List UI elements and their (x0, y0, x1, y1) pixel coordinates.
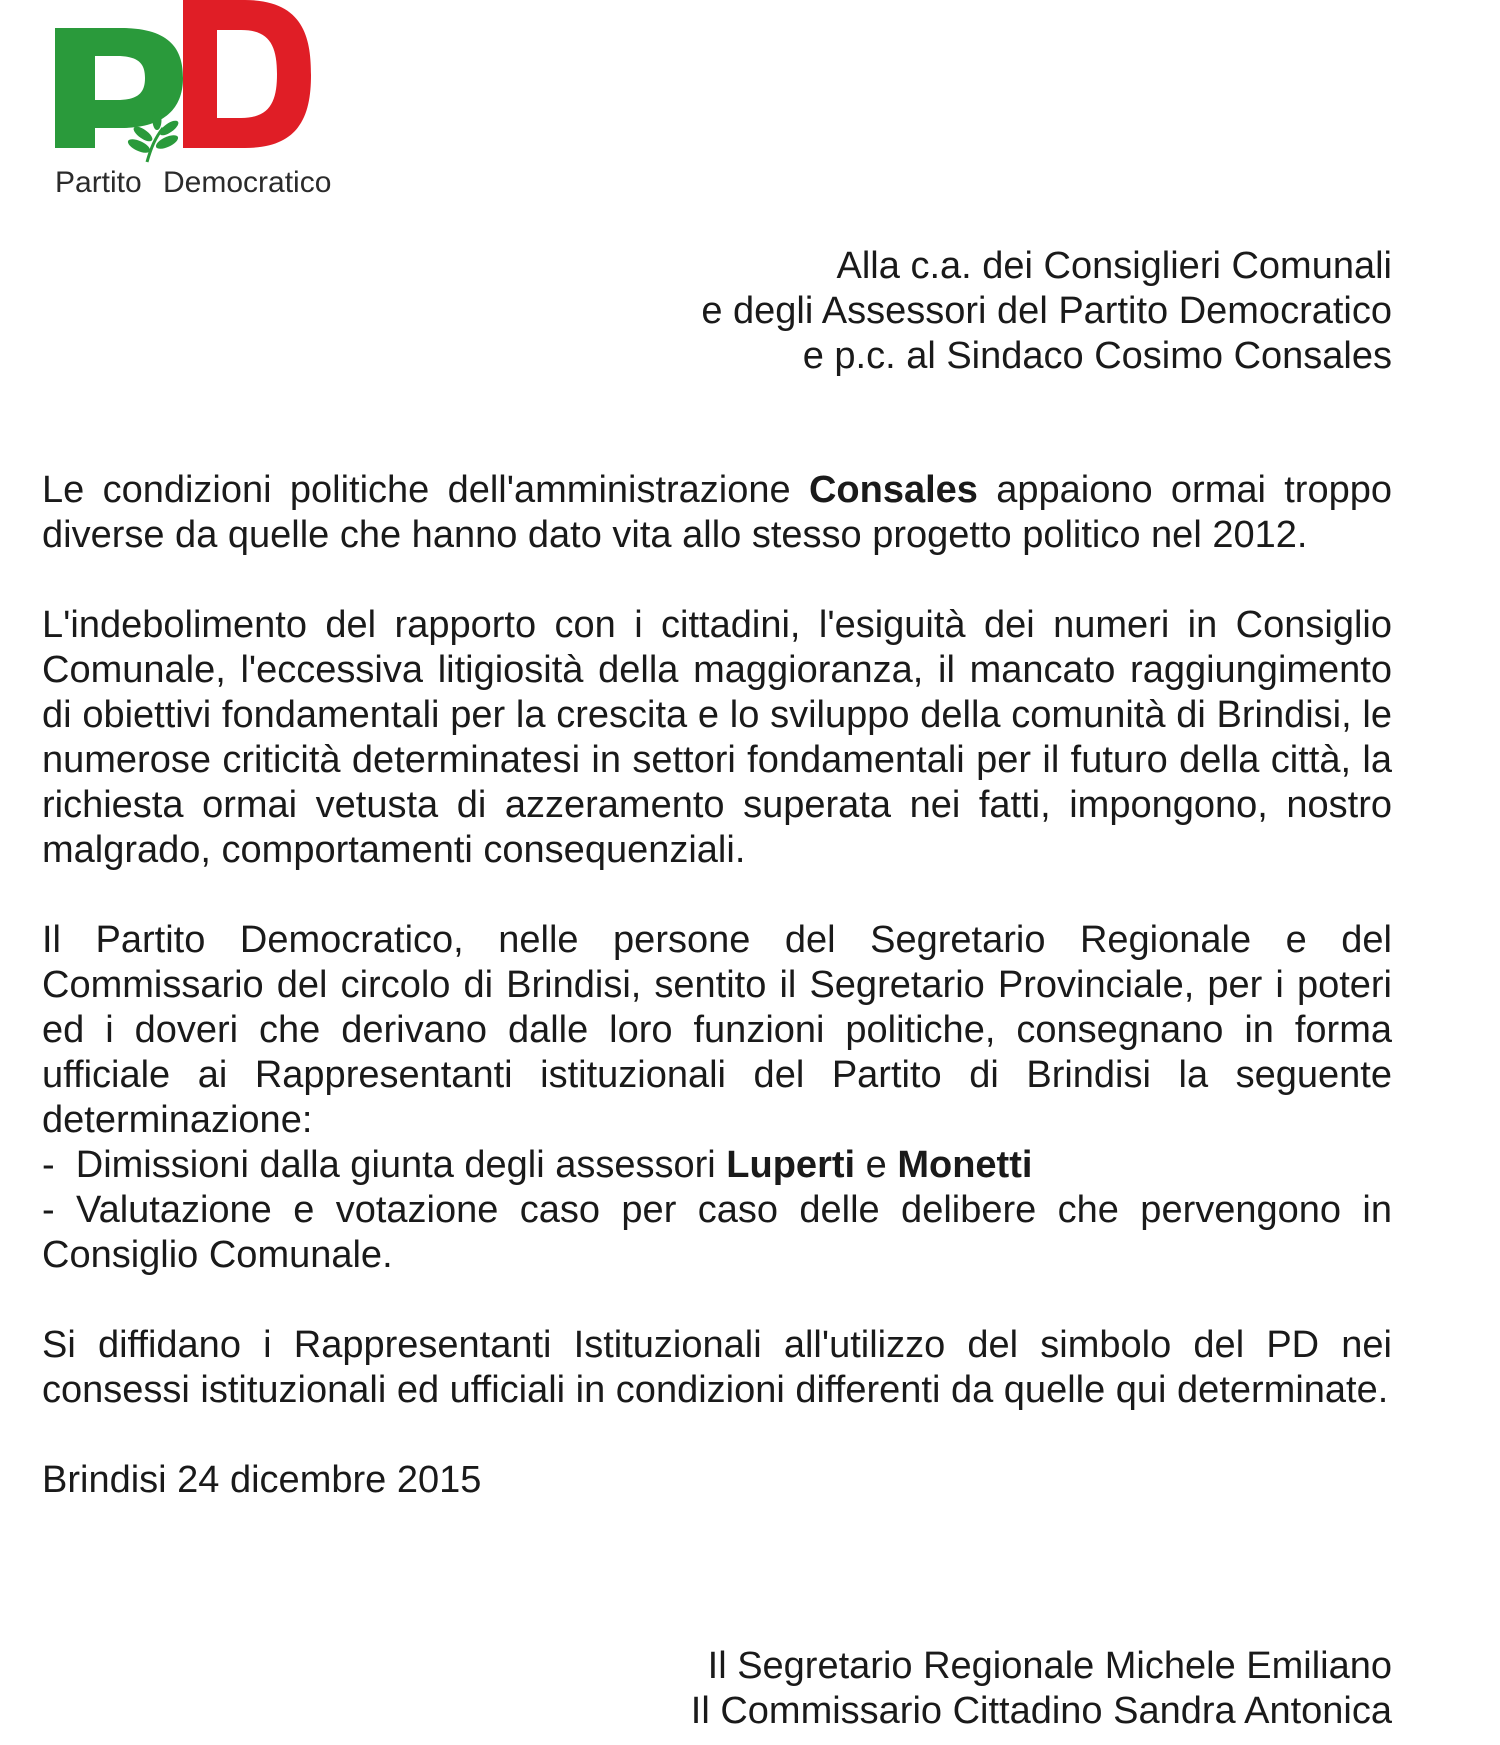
bold-name-luperti: Luperti (726, 1144, 856, 1186)
paragraph-determination (42, 918, 1392, 1278)
determination-bullet-1 (42, 1143, 1392, 1188)
addressee-line: e p.c. al Sindaco Cosimo Consales (802, 335, 1392, 377)
paragraph-conditions (42, 468, 1392, 558)
letter-date: Brindisi 24 dicembre 2015 (42, 1459, 482, 1501)
paragraph-text: appaiono ormai troppo diverse da quelle che hanno dato vita allo stesso progetto politico nel 2012. (42, 469, 1392, 556)
paragraph-warning: Si diffidano i Rappresentanti Istituzionali all'utilizzo del simbolo del PD nei consessi istituzionali ed ufficiali in condizioni differenti da quelle qui determinate. (42, 1324, 1392, 1411)
pd-logo (55, 0, 332, 205)
paragraph-text: Il Partito Democratico, nelle persone del Segretario Regionale e del Commissario del circolo di Brindisi, sentito il Segretario Provinciale, per i poteri ed i doveri che derivano dalle loro funzioni politiche, consegnano in forma ufficiale ai Rappresentanti istituzionali del Partito di Brindisi la seguente determinazione: (42, 919, 1392, 1141)
signature-line: Il Commissario Cittadino Sandra Antonica (690, 1690, 1392, 1732)
addressee-block (560, 244, 1392, 379)
bullet-conjunction: e (855, 1144, 898, 1186)
signature-line: Il Segretario Regionale Michele Emiliano (707, 1645, 1392, 1687)
signature-block (560, 1644, 1392, 1734)
logo-letter-d (183, 0, 311, 148)
logo-caption-left: Partito (55, 166, 142, 199)
pd-logo-graphic (55, 0, 332, 205)
addressee-line: e degli Assessori del Partito Democratico (701, 290, 1392, 332)
logo-caption-right: Democratico (163, 166, 332, 199)
letter-body (42, 468, 1392, 1548)
paragraph-text: Le condizioni politiche dell'amministrazione (42, 469, 809, 511)
determination-bullet-2: - Valutazione e votazione caso per caso delle delibere che pervengono in Consiglio Comunale. (42, 1189, 1392, 1276)
paragraph-reasons: L'indebolimento del rapporto con i cittadini, l'esiguità dei numeri in Consiglio Comunale, l'eccessiva litigiosità della maggioranza, il mancato raggiungimento di obiettivi fondamentali per la crescita e lo sviluppo della comunità di Brindisi, le numerose criticità determinatesi in settori fondamentali per il futuro della città, la richiesta ormai vetusta di azzeramento superata nei fatti, impongono, nostro malgrado, comportamenti consequenziali. (42, 604, 1392, 871)
bold-name-consales: Consales (808, 469, 978, 511)
addressee-line: Alla c.a. dei Consiglieri Comunali (836, 245, 1392, 287)
bold-name-monetti: Monetti (897, 1144, 1033, 1186)
bullet-text: - Dimissioni dalla giunta degli assessori (42, 1144, 727, 1186)
